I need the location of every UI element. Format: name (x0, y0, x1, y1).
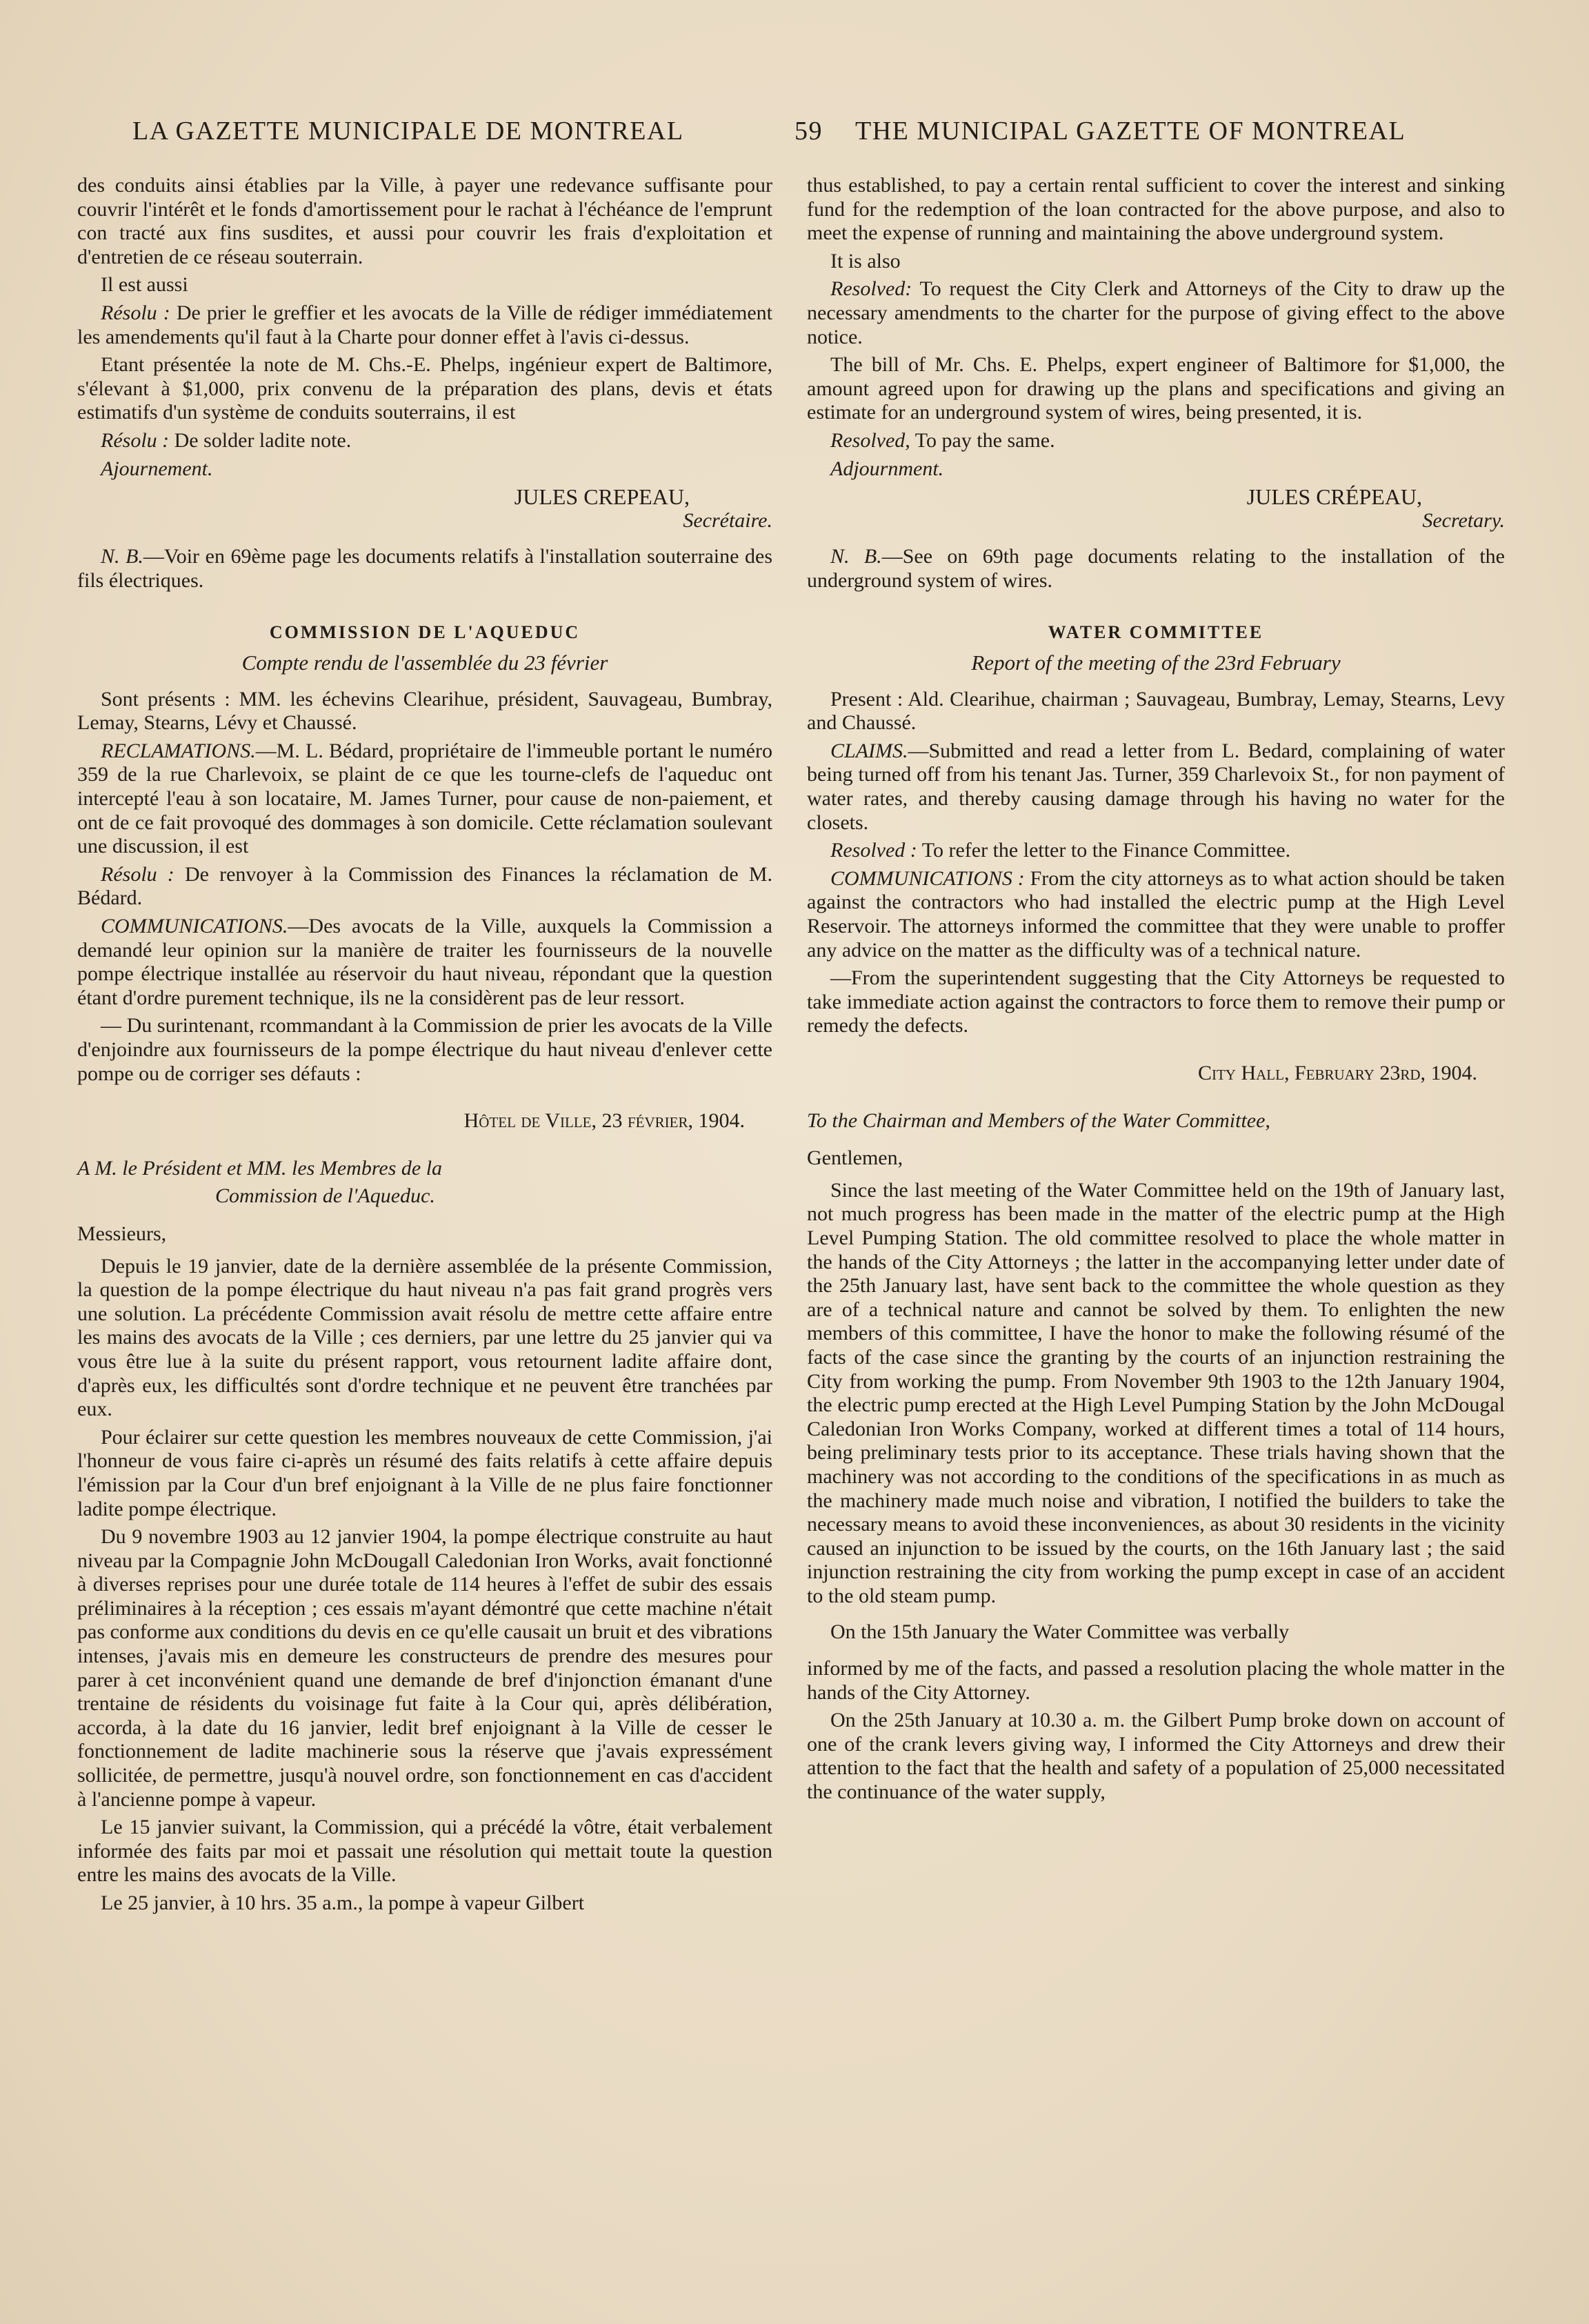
paragraph (807, 429, 1505, 453)
resolution-label: Résolu : (101, 301, 170, 324)
paragraph (77, 429, 772, 453)
communications-text: From the city attorneys as to what action should be taken against the contractors who had installed the electric pump at the High Level Reservoir. The attorneys informed the committee that they were unable to proffer any advice on the matter as the difficulty was of a technical nature. (807, 866, 1506, 962)
signature-role: Secretary. (1422, 508, 1505, 532)
resolution-text: To pay the same. (915, 428, 1055, 452)
resolution-text: De prier le greffier et les avocats de la Ville de rédiger immédiatement les amendements qu'il faut à la Charte pour donner effet à l'avis ci-dessus. (77, 301, 772, 348)
paragraph: Since the last meeting of the Water Committee held on the 19th of January last, not much progress has been made in the matter of the electric pump at the High Level Pumping Station. The old committee resolved to place the whole matter in the hands of the City Attorneys ; the latter in the accompanying letter under date of the 25th January last, have sent back to the committee the whole question as they are of a technical nature and cannot be solved by them. To enlighten the new members of this committee, I have the honor to make the following résumé of the facts of the case since the granting by the courts of an injunction restraining the City from working the pump. From November 9th 1903 to the 12th January 1904, the electric pump erected at the High Level Pumping Station by the John McDougal Caledonian Iron Works Company, worked at different times a total of 114 hours, being preliminary tests prior to its acceptance. These trials having shown that the machinery was not according to the conditions of the specifications in as much as the machinery made much noise and vibration, I notified the builders to take the necessary means to avoid these inconveniences, as about 30 residents in the vicinity caused an injunction to be issued by the courts, on the 16th January last ; the said injunction restraining the city from working the pump except in case of an accident to the old steam pump. (807, 1178, 1505, 1607)
letter-salutation: Gentlemen, (807, 1146, 903, 1170)
letter-address: To the Chairman and Members of the Water Committee, (807, 1109, 1270, 1132)
french-column (77, 174, 772, 1920)
paragraph: Le 15 janvier suivant, la Commission, qui a précédé la vôtre, était verbalement informée des faits par moi et passait une résolution qui mettait toute la question entre les mains des avocats de la Ville. (77, 1816, 772, 1887)
section-subtitle: Compte rendu de l'assemblée du 23 février (241, 650, 608, 675)
paragraph: Il est aussi (101, 273, 188, 297)
paragraph: des conduits ainsi établies par la Ville, à payer une redevance suffisante pour couvrir l'intérêt et le fonds d'amortissement pour le rachat à l'échéance de l'emprunt con tracté aux fins susdites, et aussi pour couvrir les frais d'exploitation et d'entretien de ce réseau souterrain. (77, 174, 772, 268)
claims-text: —M. L. Bédard, propriétaire de l'immeuble portant le numéro 359 de la rue Charlevoix, se plaint de ce que les tourne-clefs de l'aqueduc ont intercepté l'eau à son locataire, M. James Turner, pour cause de non-paiement, et ont de ce fait provoqué des dommages à son domicile. Cette réclamation soulevant une discussion, il est (77, 739, 772, 858)
paragraph: The bill of Mr. Chs. E. Phelps, expert engineer of Baltimore for $1,000, the amount agreed upon for drawing up the plans and specifications and giving an estimate for an underground system of wires, being presented, it is. (807, 353, 1505, 424)
communications-label: COMMUNICATIONS : (830, 866, 1025, 890)
paragraph: Sont présents : MM. les échevins Clearihue, président, Sauvageau, Bumbray, Lemay, Stearns, Lévy et Chaussé. (77, 687, 772, 735)
paragraph (77, 863, 772, 911)
claims-label: RECLAMATIONS. (101, 739, 256, 762)
paragraph: Etant présentée la note de M. Chs.-E. Phelps, ingénieur expert de Baltimore, s'élevant à $1,000, prix convenu de la préparation des plans, devis et états estimatifs d'un système de conduits souterrains, il est (77, 353, 772, 424)
resolution-label: Resolved : (830, 839, 917, 862)
paragraph (807, 839, 1505, 863)
header-french-title: LA GAZETTE MUNICIPALE DE MONTREAL (132, 117, 684, 146)
note-text: —Voir en 69ème page les documents relatifs à l'installation souterraine des fils électriques. (77, 545, 772, 592)
paragraph (807, 277, 1505, 349)
adjournment: Adjournment. (830, 457, 944, 480)
signature: JULES CREPEAU, (514, 484, 690, 510)
paragraph (77, 739, 772, 859)
resolution-label: Résolu : (101, 428, 170, 452)
resolution-label: Resolved, (830, 428, 910, 452)
note-label: N. B. (101, 545, 143, 568)
note-label: N. B. (830, 545, 882, 568)
paragraph: — Du surintenant, rcommandant à la Commission de prier les avocats de la Ville d'enjoindre aux fournisseurs de la pompe électrique du haut niveau d'enlever cette pompe ou de corriger ses défauts : (77, 1014, 772, 1085)
note-text: —See on 69th page documents relating to the installation of the underground system of wires. (807, 545, 1505, 592)
resolution-text: De renvoyer à la Commission des Finances la réclamation de M. Bédard. (77, 862, 773, 910)
paragraph: Depuis le 19 janvier, date de la dernière assemblée de la présente Commission, la question de la pompe électrique du haut niveau n'a pas fait grand progrès vers une solution. La précédente Commission avait résolu de mettre cette affaire entre les mains des avocats de la Ville ; ces derniers, par une lettre du 25 janvier qui va vous être lue à la suite du présent rapport, vous retournent ladite affaire dont, d'après eux, les difficultés sont d'ordre technique et ne peuvent être tranchées par eux. (77, 1254, 772, 1421)
paragraph: On the 15th January the Water Committee was verbally (830, 1620, 1290, 1644)
resolution-label: Resolved: (830, 277, 912, 301)
paragraph: Du 9 novembre 1903 au 12 janvier 1904, la pompe électrique construite au haut niveau par la Compagnie John McDougall Caledonian Iron Works, avait fonctionné à diverses reprises pour une durée totale de 114 heures à l'effet de subir des essais préliminaires à la réception ; ces essais m'ayant démontré que cette machine n'était pas conforme aux conditions du devis en ce qu'elle causait un bruit et des vibrations intenses, j'avais mis en demeure les constructeurs de prendre des mesures pour parer à cet inconvénient quand une demande de bref d'injonction émanant d'une trentaine de résidents du voisinage fut faite à la Cour qui, après délibération, accorda, à la date du 16 janvier, ledit bref enjoignant à la Ville de cesser le fonctionnement de ladite machinerie sous la réserve que j'avais expressément sollicitée, de permettre, jusqu'à nouvel ordre, son fonctionnement en cas d'accident à l'ancienne pompe à vapeur. (77, 1525, 772, 1811)
paragraph (77, 915, 772, 1010)
communications-label: COMMUNICATIONS. (101, 915, 288, 938)
paragraph: It is also (830, 249, 901, 272)
paragraph: thus established, to pay a certain rental sufficient to cover the interest and sinking fund for the redemption of the loan contracted for the above purpose, and also to meet the expense of running and maintaining the above underground system. (807, 174, 1505, 245)
letter-dateline: City Hall, February 23rd, 1904. (1197, 1062, 1477, 1084)
letter-dateline: Hôtel de Ville, 23 février, 1904. (463, 1109, 745, 1133)
letter-salutation: Messieurs, (77, 1222, 167, 1245)
paragraph: Present : Ald. Clearihue, chairman ; Sauvageau, Bumbray, Lemay, Stearns, Levy and Chaussé. (807, 687, 1505, 735)
english-column (807, 174, 1505, 1809)
section-subtitle: Report of the meeting of the 23rd February (971, 650, 1341, 675)
header-english-title: THE MUNICIPAL GAZETTE OF MONTREAL (855, 117, 1406, 146)
note (77, 545, 772, 593)
page-header (124, 116, 1476, 157)
paragraph: On the 25th January at 10.30 a. m. the Gilbert Pump broke down on account of one of the crank levers giving way, I informed the City Attorneys and drew their attention to the fact that the health and safety of a population of 25,000 necessitated the continuance of the water supply, (807, 1709, 1505, 1804)
note (807, 545, 1505, 593)
resolution-text: To request the City Clerk and Attorneys of the City to draw up the necessary amendments to the charter for the purpose of giving effect to the above notice. (807, 277, 1505, 348)
paragraph (807, 739, 1505, 835)
signature-role: Secrétaire. (683, 508, 772, 532)
signature: JULES CRÉPEAU, (1246, 484, 1422, 510)
paragraph (807, 867, 1505, 962)
claims-label: CLAIMS. (830, 739, 908, 762)
paragraph: Le 25 janvier, à 10 hrs. 35 a.m., la pompe à vapeur Gilbert (101, 1891, 585, 1914)
page-number: 59 (794, 117, 823, 146)
resolution-text: To refer the letter to the Finance Committee. (921, 839, 1291, 862)
resolution-label: Résolu : (101, 862, 174, 886)
paragraph: informed by me of the facts, and passed a resolution placing the whole matter in the hands of the City Attorney. (807, 1657, 1505, 1704)
section-heading: COMMISSION DE L'AQUEDUC (269, 622, 581, 642)
paragraph (77, 301, 772, 349)
paragraph: —From the superintendent suggesting that the City Attorneys be requested to take immediate action against the contractors to force them to remove their pump or remedy the defects. (807, 966, 1505, 1037)
resolution-text: De solder ladite note. (174, 428, 352, 452)
letter-address: A M. le Président et MM. les Membres de la (77, 1156, 443, 1180)
communications-text: —Des avocats de la Ville, auxquels la Commission a demandé leur opinion sur la manière de traiter les fournisseurs de la nouvelle pompe électrique installée au réservoir du haut niveau, répondant que la question étant d'ordre purement technique, ils ne la considèrent pas de leur ressort. (77, 915, 772, 1009)
section-heading: WATER COMMITTEE (1048, 622, 1264, 642)
letter-address-line2: Commission de l'Aqueduc. (215, 1184, 435, 1208)
paragraph: Pour éclairer sur cette question les membres nouveaux de cette Commission, j'ai l'honneur de vous faire ci-après un résumé des faits relatifs à cette affaire depuis l'émission par la Cour d'un bref enjoignant à la Ville de ne plus faire fonctionner ladite pompe électrique. (77, 1425, 772, 1520)
adjournment: Ajournement. (101, 457, 213, 480)
claims-text: —Submitted and read a letter from L. Bedard, complaining of water being turned off from his tenant Jas. Turner, 359 Charlevoix St., for non payment of water rates, and thereby causing damage through his having no water for the closets. (807, 739, 1505, 834)
